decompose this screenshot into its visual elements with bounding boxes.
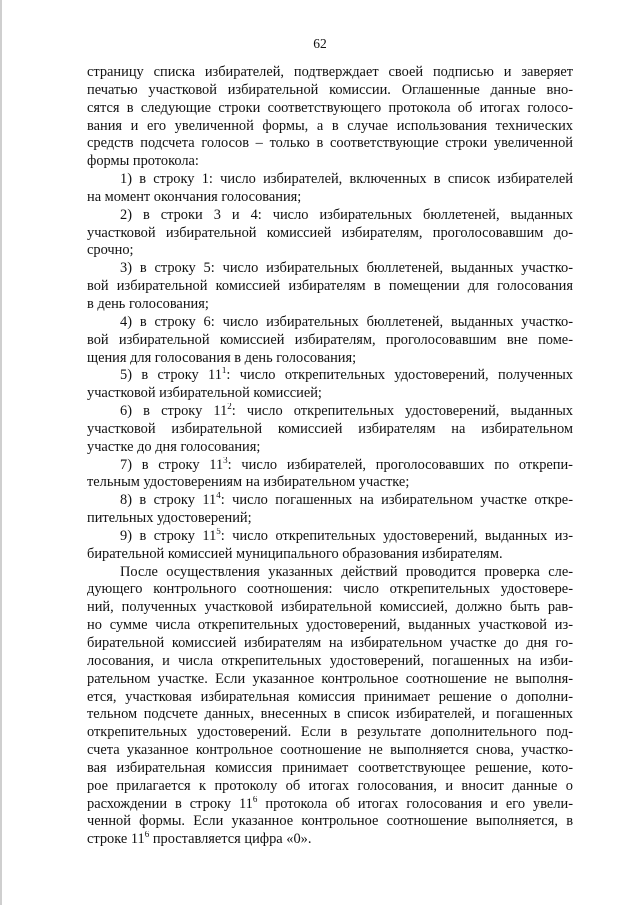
text-line: вой избирательной комиссией избирателям, проголосовавшим вне поме- xyxy=(87,331,573,348)
text-line: 3) в строку 5: число избирательных бюллетеней, выданных участко- xyxy=(120,260,573,277)
text-line: рательном участке. Если указанное контрольное соотношение не выполня- xyxy=(87,670,573,687)
text-line: ний, полученных участковой избирательной комиссией, должно быть рав- xyxy=(87,599,573,616)
text-line xyxy=(87,528,573,546)
superscript: 6 xyxy=(144,831,150,840)
item-prefix: 5) в строку 11 xyxy=(120,367,222,384)
paragraph xyxy=(87,564,573,850)
line-text: протокола об итогах голосования и его увели- xyxy=(257,795,573,812)
text-line: 4) в строку 6: число избирательных бюллетеней, выданных участко- xyxy=(120,313,573,330)
list-item xyxy=(87,207,573,261)
text-line: вая избирательная комиссия принимает соответствующее решение, кото- xyxy=(87,759,573,776)
item-text: : число открепительных удостоверений, выданных xyxy=(231,403,573,420)
text-line: 1) в строку 1: число избирателей, включенных в список избирателей xyxy=(120,171,573,188)
text-line: бирательной комиссией избирателям на избирательном участке до дня го- xyxy=(87,635,573,651)
text-line: срочно; xyxy=(87,242,134,259)
text-line: на момент окончания голосования; xyxy=(87,188,302,205)
superscript: 5 xyxy=(216,527,221,536)
text-line: сятся в следующие строки соответствующего протокола об итогах голосо- xyxy=(87,99,573,116)
text-line: счета указанное контрольное соотношение не выполняется снова, участко- xyxy=(87,742,573,759)
text-line: дующего контрольного соотношения: число открепительных удостовере- xyxy=(87,581,573,598)
list-item xyxy=(87,314,573,368)
text-line: формы протокола: xyxy=(87,153,199,170)
text-line: участковой избирательной комиссией избирателям на избирательном xyxy=(87,420,573,437)
text-line: открепительных удостоверений. Если в результате дополнительного под- xyxy=(87,724,573,741)
list-item xyxy=(87,403,573,457)
superscript: 2 xyxy=(227,403,232,412)
document-body xyxy=(87,64,573,849)
item-prefix: 7) в строку 11 xyxy=(120,456,224,473)
page-number: 62 xyxy=(313,36,327,51)
text-line: участковой избирательной комиссией избирателям, проголосовавшим до- xyxy=(87,224,573,241)
item-text: : число открепительных удостоверений, выданных из- xyxy=(220,527,573,544)
item-prefix: 6) в строку 11 xyxy=(120,403,228,420)
paragraph xyxy=(87,64,573,171)
item-prefix: 9) в строку 11 xyxy=(120,527,217,544)
item-prefix: 8) в строку 11 xyxy=(120,492,217,509)
superscript: 4 xyxy=(216,492,221,501)
text-line: в день голосования; xyxy=(87,295,209,312)
text-line: бирательной комиссией муниципального образования избирателям. xyxy=(87,545,503,562)
text-line: печатью участковой избирательной комиссии. Оглашенные данные вно- xyxy=(87,81,573,98)
item-text: : число погашенных на избирательном участке откре- xyxy=(220,492,573,509)
text-line: вой избирательной комиссией избирателям в помещении для голосования xyxy=(87,278,573,295)
text-line: рое прилагается к протоколу об итогах голосования, и вносит данные о xyxy=(87,777,573,794)
list-item xyxy=(87,528,573,564)
text-line: ченной формы. Если указанное контрольное соотношение выполняется, в xyxy=(87,813,573,830)
text-line: тельном подсчете данных, внесенных в список избирателей, и погашенных xyxy=(87,706,573,723)
text-line: ется, участковая избирательная комиссия принимает решение о дополни- xyxy=(87,688,573,705)
text-line: участке до дня голосования; xyxy=(87,438,261,455)
list-item xyxy=(87,171,573,207)
text-line xyxy=(87,831,573,849)
text-line: После осуществления указанных действий проводится проверка сле- xyxy=(120,563,573,580)
list-item xyxy=(87,260,573,314)
text-line: но сумме числа открепительных удостоверений, выданных участковой из- xyxy=(87,617,573,634)
text-line xyxy=(87,403,573,421)
text-line: участковой избирательной комиссией; xyxy=(87,385,322,402)
text-line xyxy=(87,796,573,814)
text-line: средств подсчета голосов – только в соответствующие строки увеличенной xyxy=(87,135,573,152)
text-line: лосования, и числа открепительных удостоверений, погашенных на изби- xyxy=(87,652,573,669)
text-line xyxy=(87,367,573,385)
text-line xyxy=(87,457,573,475)
text-line: 2) в строки 3 и 4: число избирательных бюллетеней, выданных xyxy=(120,206,573,223)
list-item xyxy=(87,457,573,493)
scan-edge xyxy=(0,0,2,905)
line-prefix: расхождении в строку 11 xyxy=(87,795,253,812)
text-line xyxy=(87,492,573,510)
item-text: : число избирателей, проголосовавших по открепи- xyxy=(227,456,573,473)
superscript: 1 xyxy=(221,367,227,376)
list-item xyxy=(87,367,573,403)
item-text: : число открепительных удостоверений, полученных xyxy=(226,367,573,384)
line-text: проставляется цифра «0». xyxy=(149,831,312,848)
superscript: 6 xyxy=(252,795,258,804)
line-prefix: строке 11 xyxy=(87,831,145,848)
list-item xyxy=(87,492,573,528)
text-line: страницу списка избирателей, подтверждает своей подписью и заверяет xyxy=(87,64,573,80)
text-line: вания и его увеличенной формы, а в случае использования технических xyxy=(87,117,573,134)
superscript: 3 xyxy=(223,456,228,465)
text-line: пительных удостоверений; xyxy=(87,510,252,527)
text-line: щения для голосования в день голосования; xyxy=(87,349,357,366)
text-line: тельным удостоверениям на избирательном участке; xyxy=(87,474,410,491)
